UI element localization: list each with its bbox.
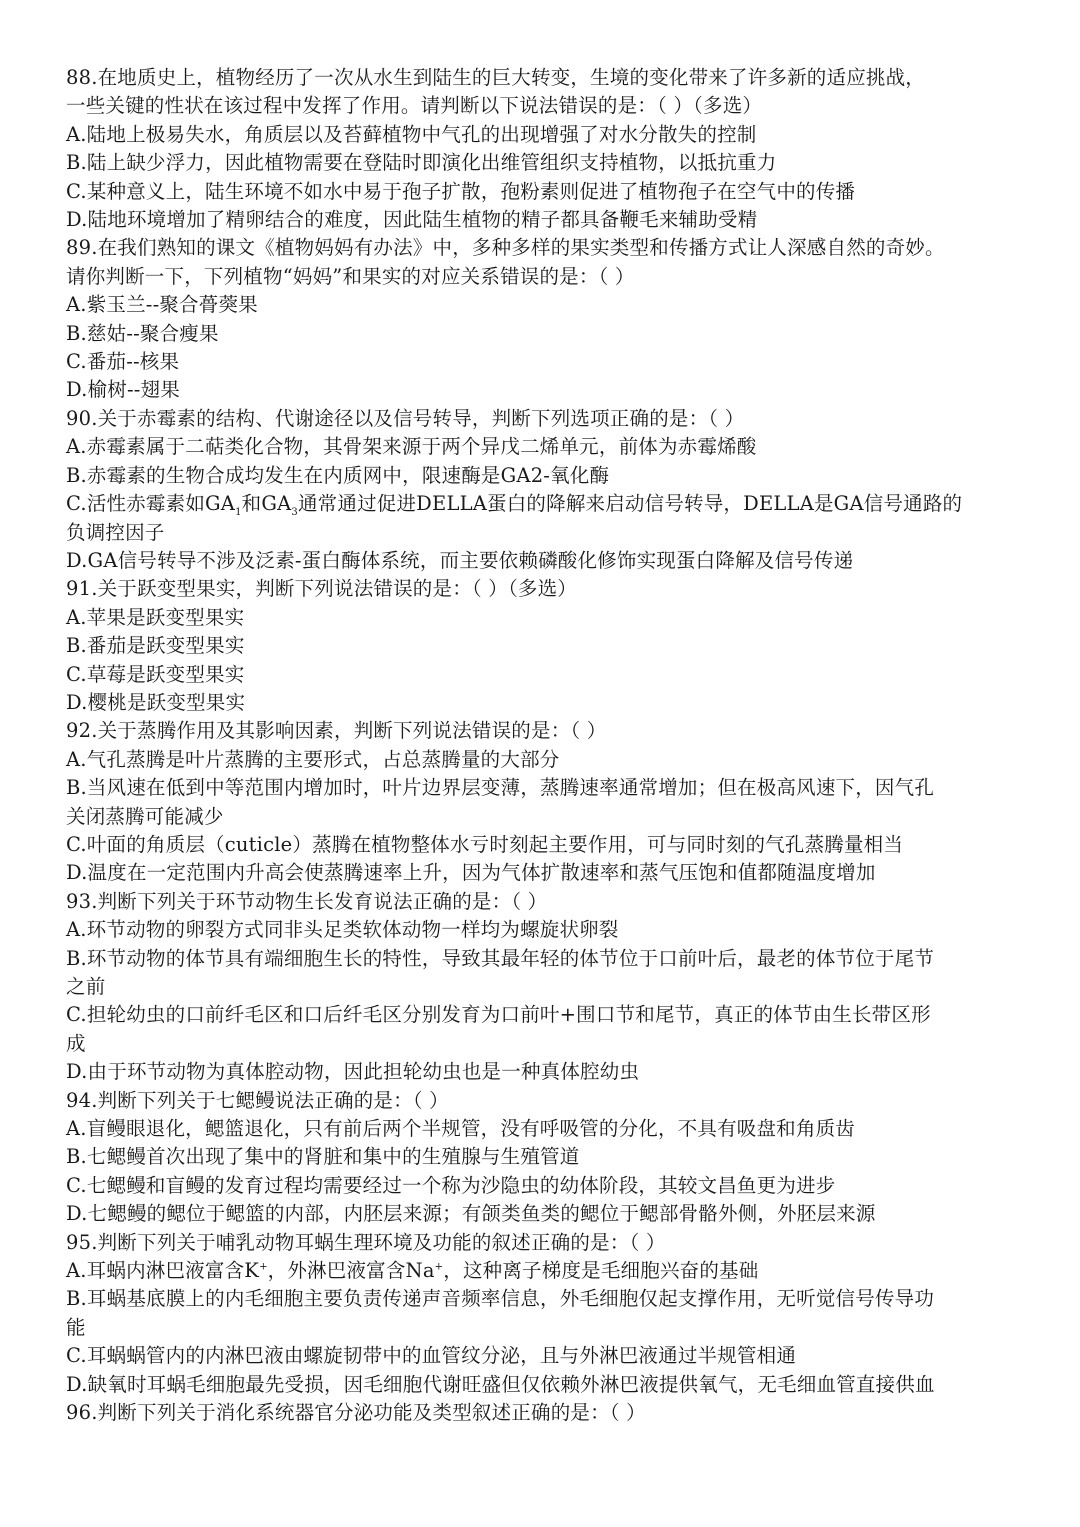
question-91-option-d: D.樱桃是跃变型果实 [66,690,246,714]
subscript-1: 1 [235,506,242,518]
question-93-option-a: A.环节动物的卵裂方式同非头足类软体动物一样均为螺旋状卵裂 [66,918,619,942]
question-94-option-c: C.七鳃鳗和盲鳗的发育过程均需要经过一个称为沙隐虫的幼体阶段，其较文昌鱼更为进步 [66,1173,836,1197]
question-95-stem: 95.判断下列关于哺乳动物耳蜗生理环境及功能的叙述正确的是：（ ） [66,1230,666,1254]
option-c-text-2: 和GA [241,492,292,516]
question-93-option-b: B.环节动物的体节具有端细胞生长的特性，导致其最年轻的体节位于口前叶后，最老的体节位于尾节 [66,946,935,970]
question-90-stem: 90.关于赤霉素的结构、代谢途径以及信号转导，判断下列选项正确的是：（ ） [66,406,745,430]
question-92-stem: 92.关于蒸腾作用及其影响因素，判断下列说法错误的是：（ ） [66,719,607,743]
question-88-option-d: D.陆地环境增加了精卵结合的难度，因此陆生植物的精子都具备鞭毛来辅助受精 [66,208,758,232]
question-88-stem: 88.在地质史上，植物经历了一次从水生到陆生的巨大转变，生境的变化带来了许多新的适应挑战， [66,66,926,89]
question-90-option-b: B.赤霉素的生物合成均发生在内质网中，限速酶是GA2-氧化酶 [66,463,610,487]
question-89-stem: 89.在我们熟知的课文《植物妈妈有办法》中，多种多样的果实类型和传播方式让人深感自然的奇妙。 [66,236,945,260]
question-94-option-d: D.七鳃鳗的鳃位于鳃篮的内部，内胚层来源；有颌类鱼类的鳃位于鳃部骨骼外侧，外胚层来源 [66,1202,876,1226]
question-91-stem: 91.关于跃变型果实，判断下列说法错误的是：（ ）（多选） [66,577,578,601]
question-90-option-c [66,490,1026,518]
question-93-stem: 93.判断下列关于环节动物生长发育说法正确的是：（ ） [66,889,548,913]
option-a-text-3: ，这种离子梯度是毛细胞兴奋的基础 [443,1259,759,1283]
question-92-option-b: B.当风速在低到中等范围内增加时，叶片边界层变薄，蒸腾速率通常增加；但在极高风速下，因气孔 [66,776,935,800]
question-94-option-a: A.盲鳗眼退化，鳃篮退化，只有前后两个半规管，没有呼吸管的分化，不具有吸盘和角质齿 [66,1117,855,1141]
question-95-option-b: B.耳蜗基底膜上的内毛细胞主要负责传递声音频率信息，外毛细胞仅起支撑作用，无听觉信号传导功 [66,1287,935,1311]
question-89-option-c: C.番茄--核果 [66,350,180,374]
question-88-stem-cont: 一些关键的性状在该过程中发挥了作用。请判断以下说法错误的是：（ ）（多选） [66,94,763,118]
question-92-option-b-cont: 关闭蒸腾可能减少 [66,804,224,828]
question-88-option-a: A.陆地上极易失水，角质层以及苔藓植物中气孔的出现增强了对水分散失的控制 [66,122,757,146]
superscript-plus-2: + [434,1261,444,1273]
question-88-option-b: B.陆上缺少浮力，因此植物需要在登陆时即演化出维管组织支持植物，以抵抗重力 [66,151,777,175]
question-93-option-d: D.由于环节动物为真体腔动物，因此担轮幼虫也是一种真体腔幼虫 [66,1060,640,1084]
question-89-option-d: D.榆树--翅果 [66,378,180,402]
question-93-option-c: C.担轮幼虫的口前纤毛区和口后纤毛区分别发育为口前叶+围口节和尾节，真正的体节由生长带区形 [66,1003,931,1027]
question-91-option-b: B.番茄是跃变型果实 [66,634,245,658]
question-90-option-a: A.赤霉素属于二萜类化合物，其骨架来源于两个异戊二烯单元，前体为赤霉烯酸 [66,435,757,459]
question-88-option-c: C.某种意义上，陆生环境不如水中易于孢子扩散，孢粉素则促进了植物孢子在空气中的传播 [66,179,856,203]
question-91-option-a: A.苹果是跃变型果实 [66,605,245,629]
superscript-plus-1: + [259,1261,268,1273]
question-91-option-c: C.草莓是跃变型果实 [66,662,245,686]
question-90-option-d: D.GA信号转导不涉及泛素-蛋白酶体系统，而主要依赖磷酸化修饰实现蛋白降解及信号传递 [66,548,854,572]
question-93-option-c-cont: 成 [66,1031,86,1055]
question-94-option-b: B.七鳃鳗首次出现了集中的肾脏和集中的生殖腺与生殖管道 [66,1145,580,1169]
question-92-option-d: D.温度在一定范围内升高会使蒸腾速率上升，因为气体扩散速率和蒸气压饱和值都随温度增加 [66,861,876,885]
question-89-stem-cont: 请你判断一下，下列植物“妈妈”和果实的对应关系错误的是：（ ） [66,264,635,288]
question-96-stem: 96.判断下列关于消化系统器官分泌功能及类型叙述正确的是：（ ） [66,1401,646,1425]
question-92-option-a: A.气孔蒸腾是叶片蒸腾的主要形式，占总蒸腾量的大部分 [66,747,560,771]
question-89-option-a: A.紫玉兰--聚合蓇葖果 [66,293,258,317]
question-95-option-a [66,1257,1026,1285]
question-93-option-b-cont: 之前 [66,975,106,998]
question-89-option-b: B.慈姑--聚合瘦果 [66,321,219,345]
question-92-option-c: C.叶面的角质层（cuticle）蒸腾在植物整体水亏时刻起主要作用，可与同时刻的气孔蒸腾量相当 [66,832,904,856]
option-c-text-1: C.活性赤霉素如GA [66,492,236,516]
option-a-text-2: ，外淋巴液富含Na [267,1259,435,1283]
question-95-option-b-cont: 能 [66,1315,86,1339]
question-94-stem: 94.判断下列关于七鳃鳗说法正确的是：（ ） [66,1088,449,1112]
question-95-option-c: C.耳蜗蜗管内的内淋巴液由螺旋韧带中的血管纹分泌，且与外淋巴液通过半规管相通 [66,1344,797,1368]
option-c-text-3: 通常通过促进DELLA蛋白的降解来启动信号转导，DELLA是GA信号通路的 [297,492,963,516]
question-90-option-c-cont: 负调控因子 [66,520,165,544]
exam-page [66,64,1026,1428]
option-a-text-1: A.耳蜗内淋巴液富含K [66,1259,260,1283]
question-95-option-d: D.缺氧时耳蜗毛细胞最先受损，因毛细胞代谢旺盛但仅依赖外淋巴液提供氧气，无毛细血管直接供血 [66,1372,935,1396]
subscript-3: 3 [291,506,298,518]
